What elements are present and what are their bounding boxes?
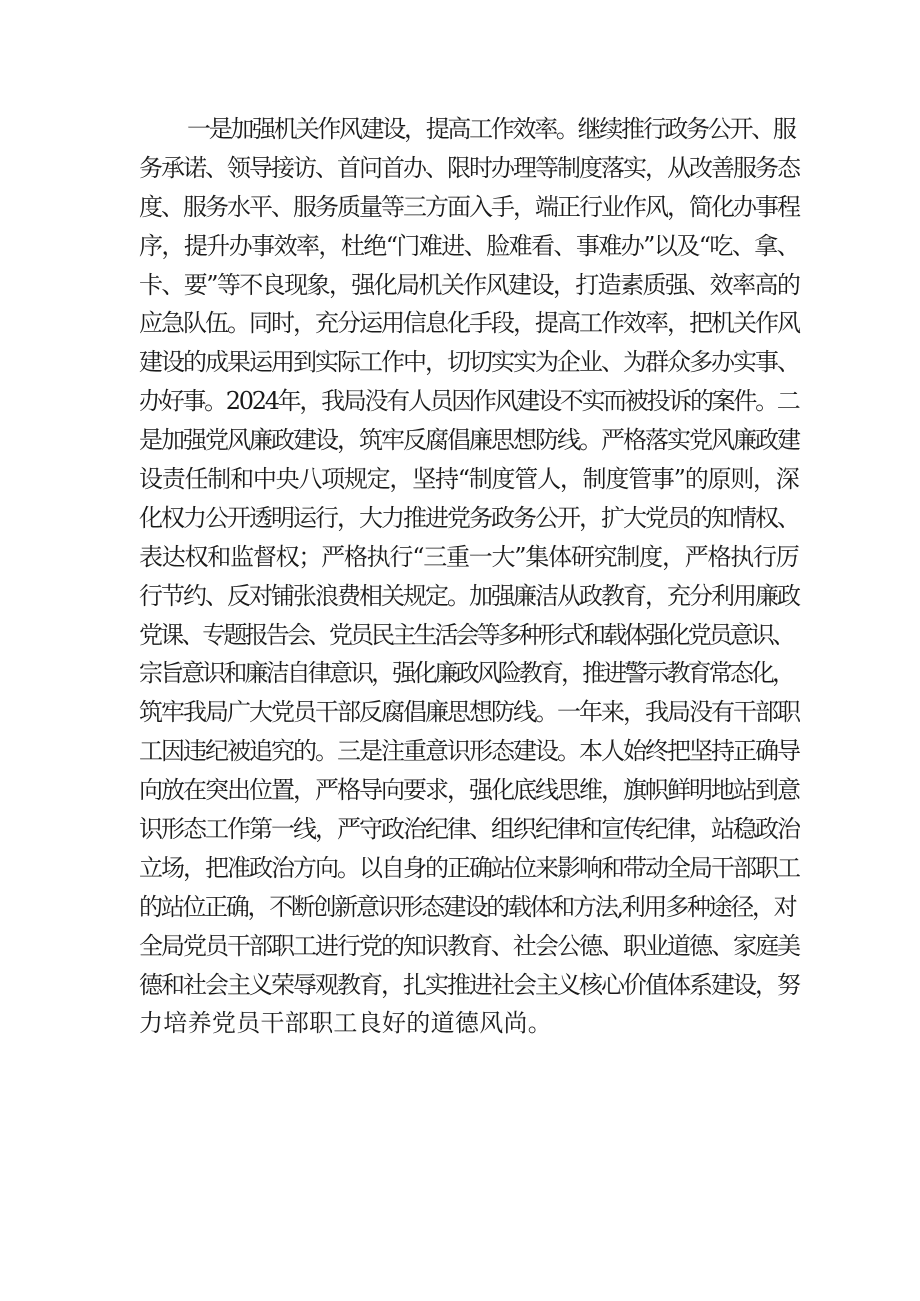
text-line: 建设的成果运用到实际工作中，切切实实为企业、为群众多办实事、 xyxy=(139,348,799,377)
body-paragraph xyxy=(139,110,799,1043)
text-line: 序，提升办事效率，杜绝“门难进、脸难看、事难办”以及“吃、拿、 xyxy=(139,231,800,260)
text-line: 的站位正确，不断创新意识形态建设的载体和方法,利用多种途径，对 xyxy=(139,892,796,921)
text-line: 一是加强机关作风建设，提高工作效率。继续推行政务公开、服 xyxy=(187,115,795,143)
text-line: 向放在突出位置，严格导向要求，强化底线思维，旗帜鲜明地站到意 xyxy=(139,776,799,805)
text-line: 德和社会主义荣辱观教育，扎实推进社会主义核心价值体系建设，努 xyxy=(139,970,799,999)
text-line: 立场，把准政治方向。以自身的正确站位来影响和带动全局干部职工 xyxy=(139,853,799,882)
text-line: 办好事。2024年，我局没有人员因作风建设不实而被投诉的案件。二 xyxy=(139,387,799,416)
text-line: 务承诺、领导接访、首问首办、限时办理等制度落实，从改善服务态 xyxy=(139,153,799,182)
text-line: 化权力公开透明运行，大力推进党务政务公开，扩大党员的知情权、 xyxy=(139,503,799,532)
text-line: 党课、专题报告会、党员民主生活会等多种形式和载体强化党员意识、 xyxy=(139,620,794,649)
text-line: 行节约、反对铺张浪费相关规定。加强廉洁从政教育，充分利用廉政 xyxy=(139,581,799,610)
text-line: 筑牢我局广大党员干部反腐倡廉思想防线。一年来，我局没有干部职 xyxy=(139,698,799,727)
text-line: 工因违纪被追究的。三是注重意识形态建设。本人始终把坚持正确导 xyxy=(139,737,799,766)
text-line: 设责任制和中央八项规定，坚持“制度管人，制度管事”的原则，深 xyxy=(139,465,799,494)
text-line: 表达权和监督权；严格执行“三重一大”集体研究制度，严格执行厉 xyxy=(139,542,799,571)
text-line: 是加强党风廉政建设，筑牢反腐倡廉思想防线。严格落实党风廉政建 xyxy=(139,426,799,455)
text-line: 宗旨意识和廉洁自律意识，强化廉政风险教育，推进警示教育常态化， xyxy=(139,659,794,688)
text-line: 应急队伍。同时，充分运用信息化手段，提高工作效率，把机关作风 xyxy=(139,309,799,338)
text-line: 卡、要”等不良现象，强化局机关作风建设，打造素质强、效率高的 xyxy=(139,270,800,299)
text-line: 全局党员干部职工进行党的知识教育、社会公德、职业道德、家庭美 xyxy=(139,931,799,960)
text-line: 识形态工作第一线，严守政治纪律、组织纪律和宣传纪律，站稳政治 xyxy=(139,815,799,844)
text-line: 力培养党员干部职工良好的道德风尚。 xyxy=(139,1009,553,1038)
text-line: 度、服务水平、服务质量等三方面入手，端正行业作风，简化办事程 xyxy=(139,192,799,221)
